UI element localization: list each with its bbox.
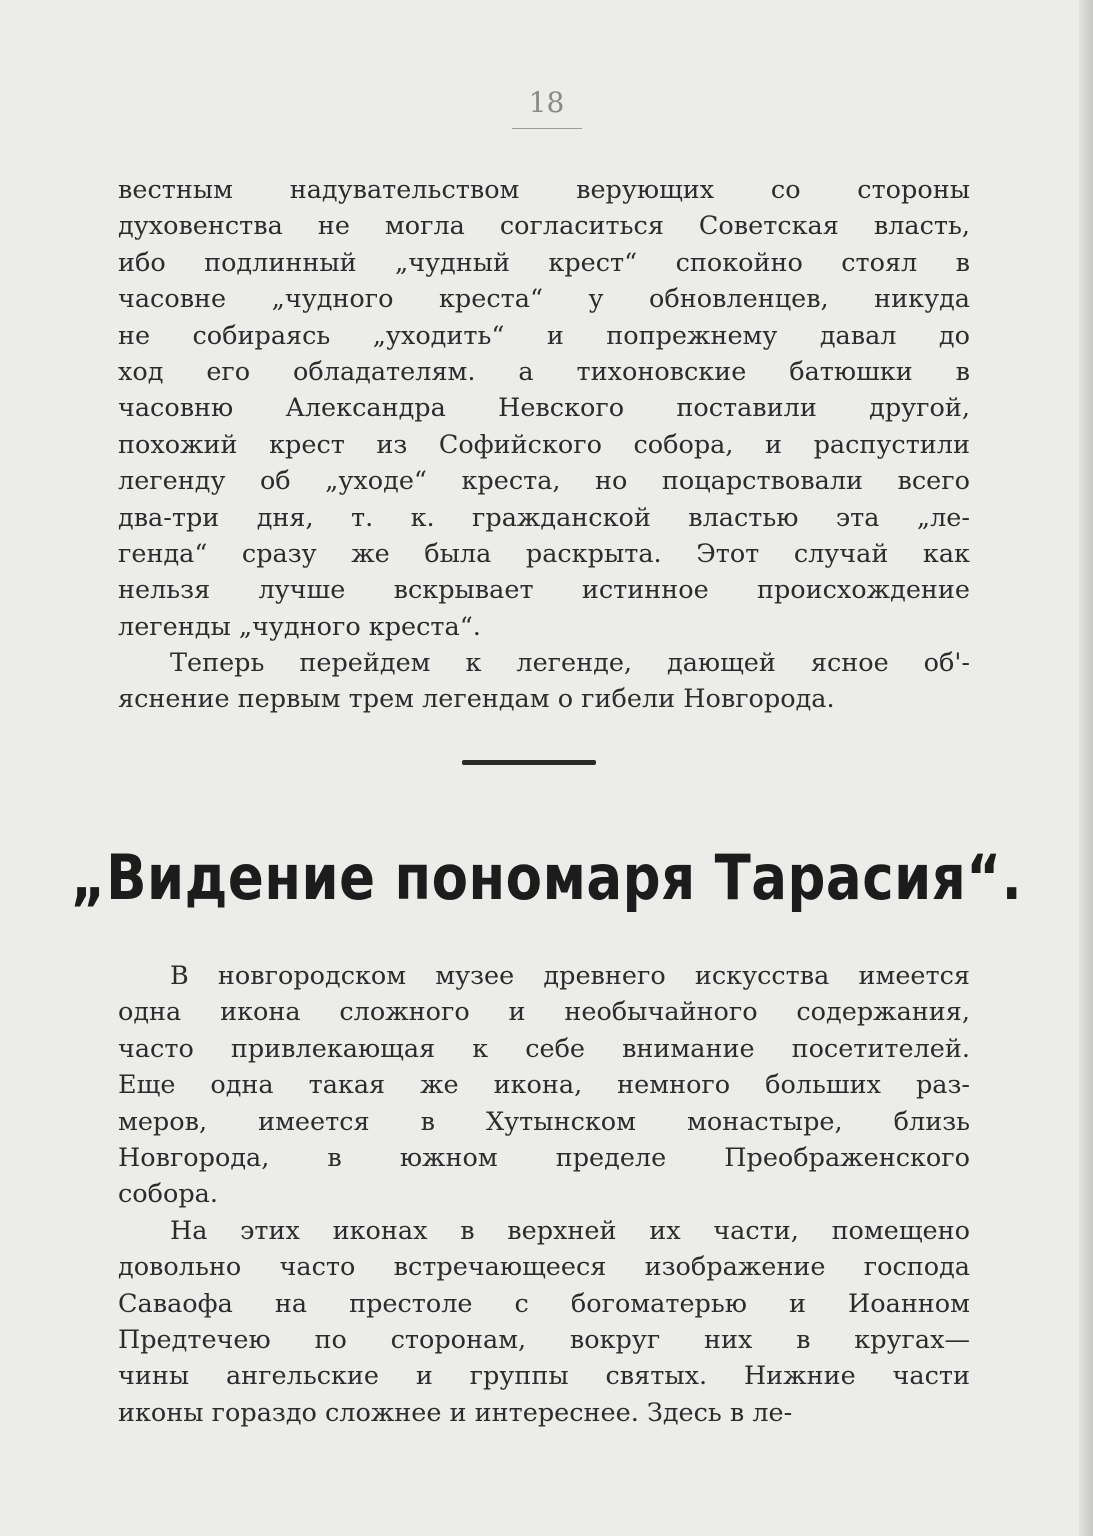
text-line: Теперь перейдем к легенде, дающей ясное об'-: [170, 648, 970, 679]
text-block-bottom: [118, 958, 970, 1431]
page-number-rule: [512, 128, 582, 129]
text-line: чины ангельские и группы святых. Нижние части: [118, 1361, 970, 1392]
text-line: генда“ сразу же была раскрыта. Этот случай как: [118, 538, 970, 569]
text-line: вестным надувательством верующих со стороны: [118, 175, 970, 205]
text-line: легенду об „уходе“ креста, но поцарствовали всего: [118, 466, 970, 497]
text-line: довольно часто встречающееся изображение господа: [118, 1252, 970, 1283]
text-line: Еще одна такая же икона, немного больших раз-: [118, 1070, 970, 1101]
text-line: В новгородском музее древнего искусства имеется: [170, 961, 970, 991]
page-edge-shadow: [1079, 0, 1093, 1536]
text-line: часовне „чудного креста“ у обновленцев, никуда: [118, 284, 970, 315]
section-divider: [462, 760, 596, 765]
text-line: иконы гораздо сложнее и интереснее. Здесь в ле-: [118, 1397, 793, 1428]
text-line: одна икона сложного и необычайного содержания,: [118, 997, 970, 1028]
paragraph-4: [118, 1213, 970, 1431]
text-line: духовенства не могла согласиться Советская власть,: [118, 211, 970, 242]
text-line: похожий крест из Софийского собора, и распустили: [118, 429, 970, 460]
paragraph-1: [118, 172, 970, 645]
text-line: часовню Александра Невского поставили другой,: [118, 393, 970, 424]
text-line: часто привлекающая к себе внимание посетителей.: [118, 1033, 970, 1064]
text-line: Новгорода, в южном пределе Преображенского: [118, 1142, 970, 1173]
text-line: нельзя лучше вскрывает истинное происхождение: [118, 575, 970, 606]
text-line: меров, имеется в Хутынском монастыре, близь: [118, 1106, 970, 1137]
section-heading: „Видение пономаря Тарасия“.: [70, 842, 1023, 915]
paragraph-2: [118, 645, 970, 718]
text-line: легенды „чудного креста“.: [118, 611, 481, 642]
text-block-top: [118, 172, 970, 718]
paragraph-3: [118, 958, 970, 1213]
text-line: собора.: [118, 1179, 218, 1210]
text-line: На этих иконах в верхней их части, помещено: [170, 1215, 970, 1246]
text-line: яснение первым трем легендам о гибели Новгорода.: [118, 684, 835, 715]
text-line: ход его обладателям. а тихоновские батюшки в: [118, 356, 970, 387]
text-line: не собираясь „уходить“ и попрежнему давал до: [118, 320, 970, 351]
text-line: два-три дня, т. к. гражданской властью эта „ле-: [118, 502, 970, 533]
text-line: Предтечею по сторонам, вокруг них в кругах—: [118, 1324, 970, 1355]
text-line: Саваофа на престоле с богоматерью и Иоанном: [118, 1288, 970, 1319]
text-line: ибо подлинный „чудный крест“ спокойно стоял в: [118, 247, 970, 278]
page-number: 18: [528, 86, 565, 119]
